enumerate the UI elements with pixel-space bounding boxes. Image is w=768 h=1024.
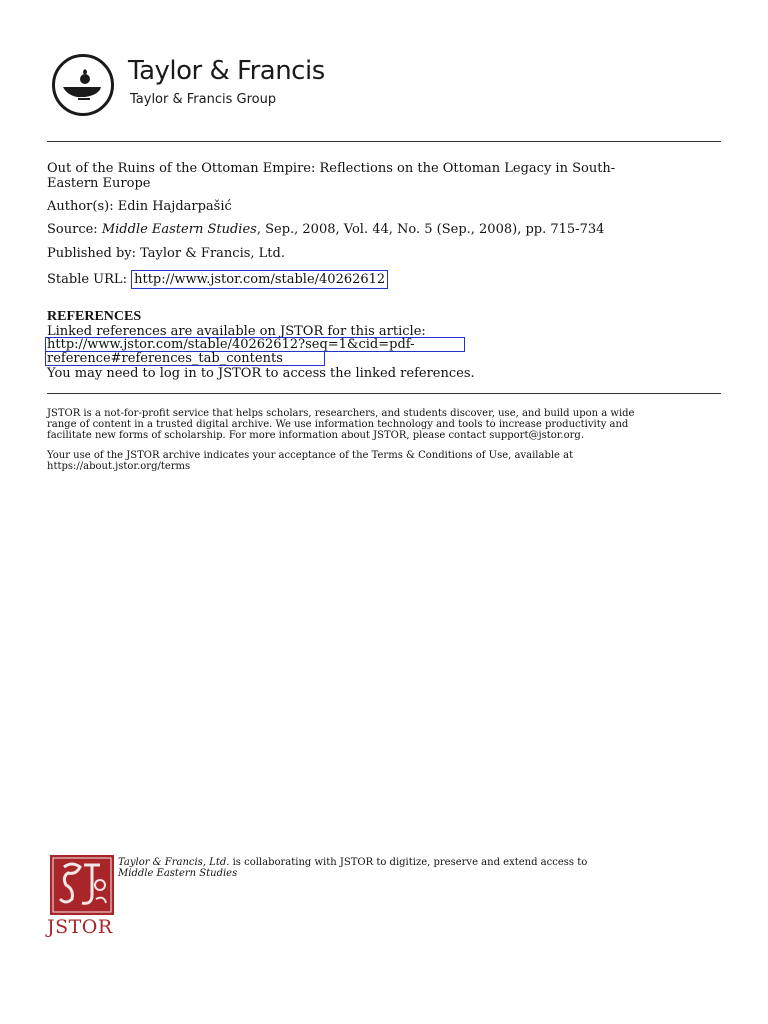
collab-text: is collaborating with JSTOR to digitize, preserve and extend access to <box>229 857 588 868</box>
terms-notice <box>47 450 727 472</box>
notice-line: JSTOR is a not-for-profit service that helps scholars, researchers, and students discover, use, and build upon a wide <box>47 408 635 419</box>
references-divider <box>47 393 721 394</box>
jstor-logo-icon <box>50 855 114 915</box>
references-intro: Linked references are available on JSTOR for this article: <box>47 324 426 339</box>
author-line <box>47 199 232 214</box>
terms-url: https://about.jstor.org/terms <box>47 461 191 472</box>
author-label: Author(s): <box>47 199 114 214</box>
publisher-group: Taylor & Francis Group <box>130 92 277 107</box>
references-login-note: You may need to log in to JSTOR to access the linked references. <box>47 366 475 381</box>
source-details: , Sep., 2008, Vol. 44, No. 5 (Sep., 2008), pp. 715-734 <box>256 222 605 237</box>
source-label: Source: <box>47 222 98 237</box>
references-heading: REFERENCES <box>47 309 142 324</box>
author-name: Edin Hajdarpašić <box>117 199 232 214</box>
notice-line: range of content in a trusted digital archive. We use information technology and tools to increase productivity and <box>47 419 629 430</box>
collab-journal: Middle Eastern Studies <box>118 868 238 879</box>
lamp-logo-icon <box>52 54 114 116</box>
notice-line: Your use of the JSTOR archive indicates your acceptance of the Terms & Conditions of Use, available at <box>47 450 574 461</box>
jstor-wordmark: JSTOR <box>47 916 113 938</box>
publisher-name: Taylor & Francis <box>128 56 325 86</box>
published-line <box>47 246 285 261</box>
published-publisher: Taylor & Francis, Ltd. <box>140 246 285 261</box>
references-link-line1: http://www.jstor.com/stable/40262612?seq=1&cid=pdf- <box>47 337 415 352</box>
source-line <box>47 222 604 237</box>
notice-line: facilitate new forms of scholarship. For more information about JSTOR, please contact support@jstor.org. <box>47 430 584 441</box>
collaboration-note <box>118 857 718 879</box>
published-label: Published by: <box>47 246 136 261</box>
journal-name: Middle Eastern Studies <box>101 222 257 237</box>
article-title-line1: Out of the Ruins of the Ottoman Empire: Reflections on the Ottoman Legacy in South- <box>47 161 616 176</box>
stable-url-label: Stable URL: <box>47 272 127 287</box>
references-link-line2: reference#references_tab_contents <box>47 351 283 366</box>
references-link[interactable] <box>45 337 465 367</box>
collab-publisher: Taylor & Francis, Ltd. <box>118 857 230 868</box>
article-title-line2: Eastern Europe <box>47 176 151 191</box>
taylor-francis-logo <box>52 54 342 118</box>
stable-url-line <box>47 272 388 287</box>
stable-url-link[interactable]: http://www.jstor.com/stable/40262612 <box>131 270 388 289</box>
header-divider <box>47 141 721 142</box>
jstor-notice <box>47 408 727 441</box>
